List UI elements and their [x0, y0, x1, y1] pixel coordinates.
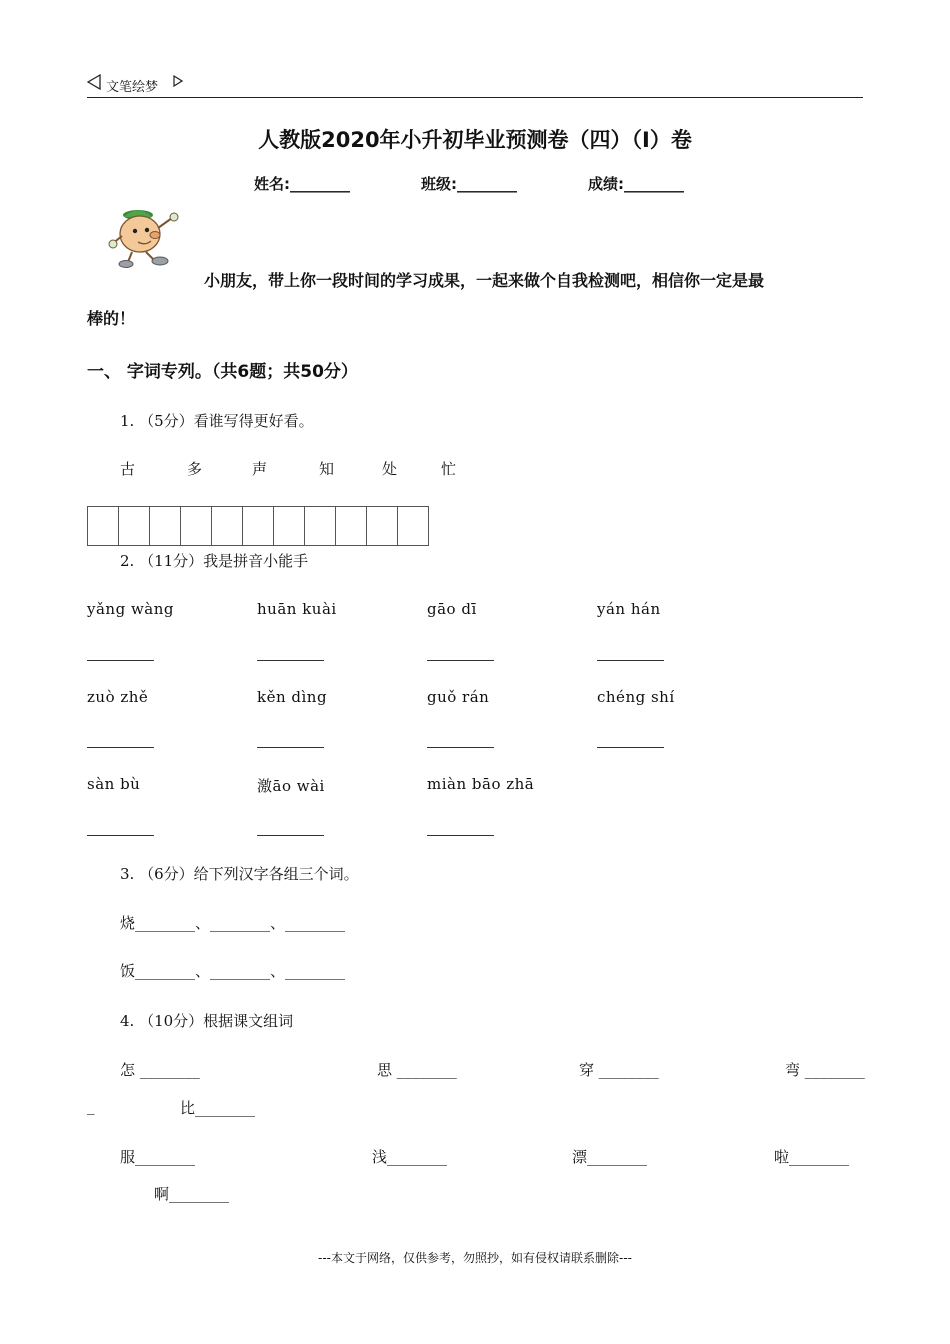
pinyin-item: zuò zhě	[87, 688, 149, 706]
grid-cell[interactable]	[150, 507, 181, 545]
grid-cell[interactable]	[367, 507, 398, 545]
pinyin-item: kěn dìng	[257, 688, 328, 706]
grid-cell[interactable]	[212, 507, 243, 545]
answer-blank[interactable]	[427, 747, 494, 748]
pinyin-item: yǎng wàng	[87, 600, 174, 618]
class-field[interactable]: 班级:________	[421, 175, 517, 193]
pinyin-item: miàn bāo zhā	[427, 775, 535, 793]
grid-cell[interactable]	[119, 507, 150, 545]
answer-blank[interactable]	[427, 835, 494, 836]
name-field[interactable]: 姓名:________	[254, 175, 350, 193]
grid-cell[interactable]	[336, 507, 367, 545]
answer-blank[interactable]	[87, 835, 154, 836]
word-item[interactable]: 思 ________	[377, 1061, 457, 1079]
answer-blank[interactable]	[427, 660, 494, 661]
question-1-prompt: 1. （5分）看谁写得更好看。	[120, 412, 314, 430]
forward-arrow-icon	[173, 75, 183, 91]
header-rule	[87, 97, 863, 98]
pinyin-item: 激āo wài	[257, 777, 325, 795]
pinyin-item: yán hán	[597, 600, 661, 618]
word-item[interactable]: 啦________	[774, 1148, 850, 1166]
char-item: 古	[120, 460, 136, 478]
page-title: 人教版2020年小升初毕业预测卷（四）（I）卷	[258, 128, 692, 152]
word-item[interactable]: 啊________	[154, 1185, 230, 1203]
intro-line-2: 棒的！	[87, 309, 136, 328]
header-brand: 文笔绘梦	[106, 80, 159, 95]
pinyin-item: huān kuài	[257, 600, 337, 618]
question-3-prompt: 3. （6分）给下列汉字各组三个词。	[120, 865, 359, 883]
word-item[interactable]: 浅________	[372, 1148, 448, 1166]
pinyin-item: gāo dī	[427, 600, 477, 618]
answer-blank[interactable]	[257, 835, 324, 836]
char-item: 处	[382, 460, 398, 478]
answer-blank[interactable]	[257, 660, 324, 661]
answer-blank[interactable]	[87, 660, 154, 661]
char-item: 知	[319, 460, 335, 478]
word-group-line[interactable]: 饭________、________、________	[120, 962, 346, 980]
char-item: 忙	[441, 460, 457, 478]
intro-line-1: 小朋友，带上你一段时间的学习成果，一起来做个自我检测吧，相信你一定是最	[204, 271, 765, 290]
answer-blank[interactable]	[87, 747, 154, 748]
cartoon-mascot-icon	[108, 206, 188, 274]
word-item[interactable]: 穿 ________	[579, 1061, 659, 1079]
back-arrow-icon	[87, 74, 101, 94]
grid-cell[interactable]	[243, 507, 274, 545]
pinyin-item: sàn bù	[87, 775, 141, 793]
word-group-line[interactable]: 烧________、________、________	[120, 914, 346, 932]
footer-disclaimer: ---本文于网络，仅供参考，勿照抄，如有侵权请联系删除---	[318, 1251, 632, 1265]
section-heading: 一、 字词专列。（共6题；共50分）	[87, 362, 358, 382]
word-item[interactable]: 服________	[120, 1148, 196, 1166]
char-item: 声	[252, 460, 268, 478]
answer-blank[interactable]	[597, 660, 664, 661]
word-item[interactable]: 怎 ________	[120, 1061, 200, 1079]
writing-grid[interactable]	[87, 506, 429, 546]
grid-cell[interactable]	[88, 507, 119, 545]
grid-cell[interactable]	[305, 507, 336, 545]
answer-blank[interactable]	[597, 747, 664, 748]
char-item: 多	[187, 460, 203, 478]
answer-blank[interactable]	[257, 747, 324, 748]
grid-cell[interactable]	[274, 507, 305, 545]
grid-cell[interactable]	[181, 507, 212, 545]
pinyin-item: chéng shí	[597, 688, 675, 706]
grid-cell[interactable]	[398, 507, 429, 545]
word-item[interactable]: 弯 ________	[785, 1061, 865, 1079]
word-item[interactable]: 漂________	[572, 1148, 648, 1166]
word-item: _	[87, 1097, 95, 1115]
pinyin-item: guǒ rán	[427, 688, 490, 706]
word-item[interactable]: 比________	[180, 1099, 256, 1117]
question-2-prompt: 2. （11分）我是拼音小能手	[120, 552, 309, 570]
question-4-prompt: 4. （10分）根据课文组词	[120, 1012, 294, 1030]
score-field[interactable]: 成绩:________	[588, 175, 684, 193]
